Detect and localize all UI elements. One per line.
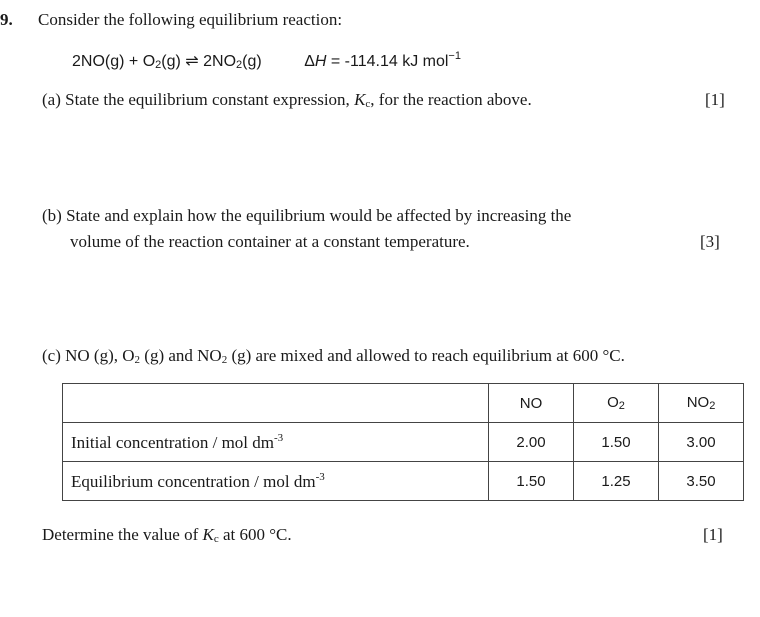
part-b-line-2: volume of the reaction container at a constant temperature. bbox=[70, 232, 470, 251]
header-no2 bbox=[659, 384, 744, 423]
cell-initial-no: 2.00 bbox=[489, 423, 574, 462]
enthalpy-change bbox=[304, 50, 461, 70]
header-no2-base: NO bbox=[686, 394, 710, 411]
row-label-initial bbox=[63, 423, 489, 462]
part-c-text bbox=[42, 346, 625, 366]
reactant-o2-state: (g) bbox=[161, 53, 181, 70]
kc-symbol: K bbox=[354, 90, 366, 109]
delta-symbol: Δ bbox=[304, 53, 315, 70]
row-label-equilibrium-exponent: -3 bbox=[315, 470, 325, 483]
part-d-suffix: at 600 °C. bbox=[218, 525, 292, 544]
cell-initial-no2: 3.00 bbox=[659, 423, 744, 462]
cell-equilibrium-o2: 1.25 bbox=[574, 462, 659, 501]
reaction-equation bbox=[72, 50, 461, 71]
cell-initial-o2: 1.50 bbox=[574, 423, 659, 462]
header-no2-subscript: 2 bbox=[709, 400, 716, 412]
reactant-o2-subscript: 2 bbox=[155, 59, 162, 71]
cell-equilibrium-no2: 3.50 bbox=[659, 462, 744, 501]
part-a-text bbox=[42, 90, 532, 110]
part-a-marks: [1] bbox=[705, 90, 725, 109]
equilibrium-arrow: ⇌ bbox=[180, 53, 204, 70]
part-a-suffix: , for the reaction above. bbox=[370, 90, 532, 109]
kc-symbol-d: K bbox=[202, 525, 214, 544]
product-no2-state: (g) bbox=[242, 53, 262, 70]
part-d-marks: [1] bbox=[703, 525, 723, 544]
reactant-no: 2NO bbox=[72, 53, 105, 70]
part-c-seg-3: (g) are mixed and allowed to reach equilibrium at 600 °C. bbox=[227, 346, 625, 365]
table-header-empty bbox=[63, 384, 489, 423]
kc-subscript-d: c bbox=[213, 533, 219, 545]
part-d-text bbox=[42, 525, 292, 545]
cell-equilibrium-no: 1.50 bbox=[489, 462, 574, 501]
part-c-seg-2: (g) and NO bbox=[140, 346, 222, 365]
table-header-row bbox=[63, 384, 744, 423]
row-label-equilibrium-text: Equilibrium concentration / mol dm bbox=[71, 471, 316, 491]
part-c-no2-subscript: 2 bbox=[221, 354, 228, 366]
row-label-initial-exponent: -3 bbox=[274, 431, 284, 444]
question-number: 9. bbox=[0, 10, 13, 29]
part-a-prefix: (a) State the equilibrium constant expression, bbox=[42, 90, 355, 109]
header-o2-subscript: 2 bbox=[618, 400, 625, 412]
part-b-marks: [3] bbox=[700, 232, 720, 251]
question-intro: Consider the following equilibrium reaction: bbox=[38, 10, 343, 29]
enthalpy-unit-exponent: −1 bbox=[448, 50, 461, 62]
part-d-prefix: Determine the value of bbox=[42, 525, 203, 544]
part-b-line-1: (b) State and explain how the equilibrium would be affected by increasing the bbox=[42, 206, 572, 225]
reactant-no-state: (g) bbox=[104, 53, 125, 70]
row-label-initial-text: Initial concentration / mol dm bbox=[71, 432, 275, 452]
table-row bbox=[63, 462, 744, 501]
kc-subscript: c bbox=[365, 98, 371, 110]
reactant-o2: O bbox=[142, 53, 156, 70]
plus-sign: + bbox=[124, 53, 143, 70]
part-c-seg-1: (c) NO (g), O bbox=[42, 346, 135, 365]
product-no2-subscript: 2 bbox=[236, 59, 243, 71]
header-no: NO bbox=[489, 384, 574, 423]
part-c-o2-subscript: 2 bbox=[134, 354, 141, 366]
concentration-table bbox=[62, 383, 744, 501]
header-o2-base: O bbox=[607, 394, 619, 411]
product-no2: 2NO bbox=[203, 53, 237, 70]
table-row bbox=[63, 423, 744, 462]
enthalpy-value: = -114.14 kJ mol bbox=[326, 53, 449, 70]
enthalpy-h: H bbox=[314, 53, 327, 70]
row-label-equilibrium bbox=[63, 462, 489, 501]
header-o2 bbox=[574, 384, 659, 423]
